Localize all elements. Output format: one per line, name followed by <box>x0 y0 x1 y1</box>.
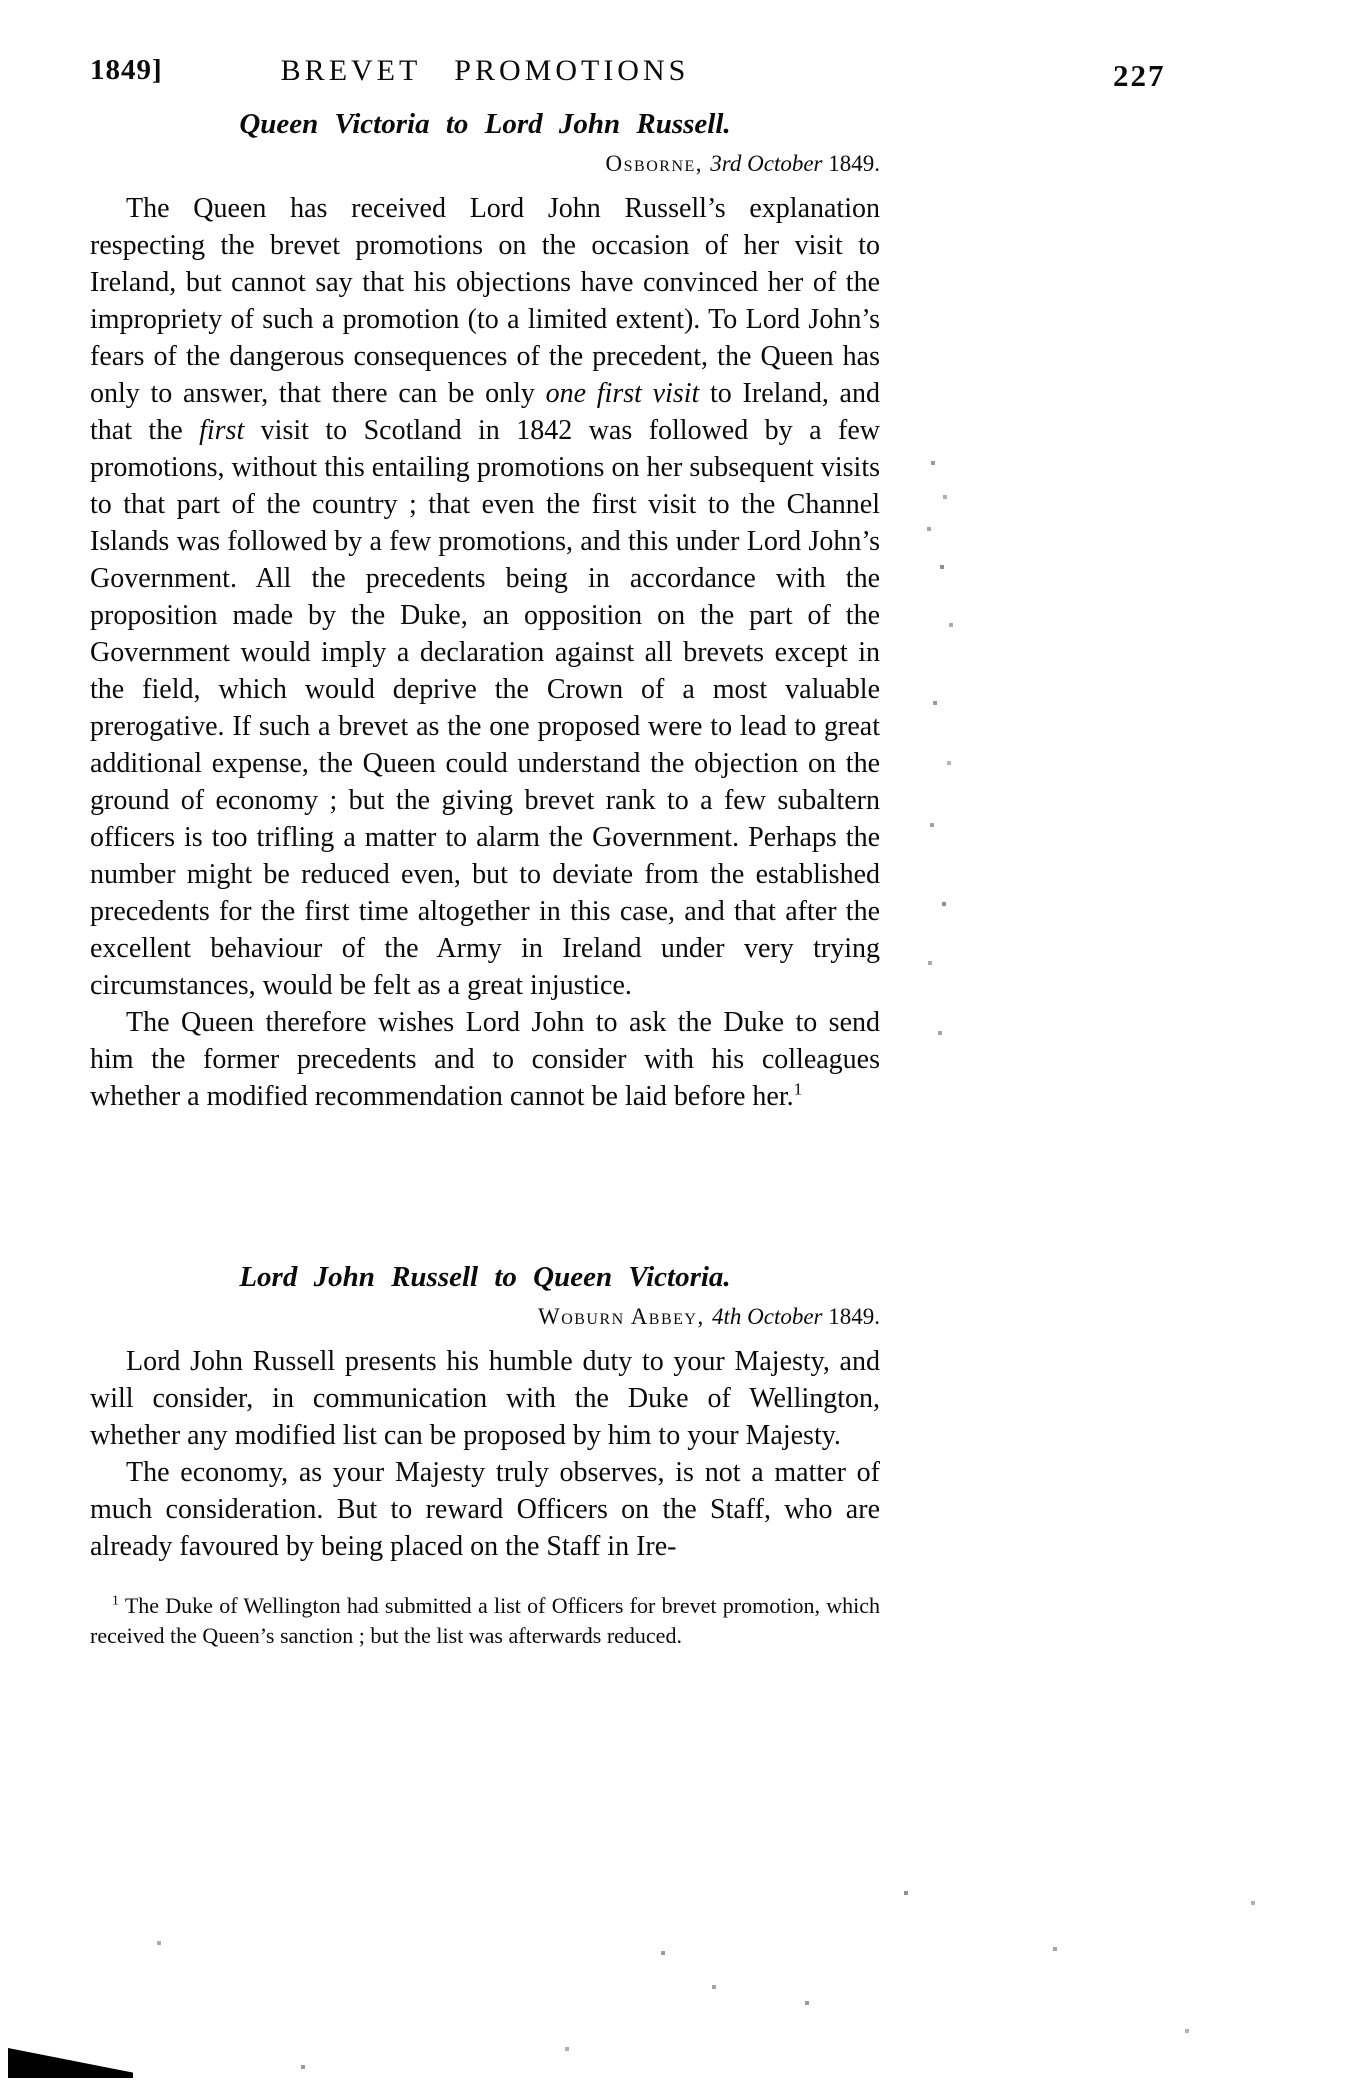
paragraph <box>90 190 880 1004</box>
paragraph <box>90 1454 880 1565</box>
scan-noise-speckles <box>0 0 2 2</box>
letter-heading: Queen Victoria to Lord John Russell. <box>239 108 731 140</box>
text-run: 1849. <box>828 1304 880 1329</box>
text-run: visit to Scotland in 1842 was followed by a few promotions, without this entailing promotions on her subsequent visits to that part of the country ; that even the first visit to the Channel Islands was followed by a few promotions, and this under Lord John’s Government. All the precedents being in accordance with the proposition made by the Duke, an opposition on the part of the Government would imply a declaration against all brevets except in the field, which would deprive the Crown of a most valuable prerogative. If such a brevet as the one proposed were to lead to great additional expense, the Queen could understand the objection on the ground of economy ; but the giving brevet rank to a few subaltern officers is too trifling a matter to alarm the Government. Perhaps the number might be reduced even, but to deviate from the established precedents for the first time altogether in this case, and that after the excellent behaviour of the Army in Ireland under very trying circumstances, would be felt as a great injustice. <box>90 415 880 1001</box>
text-run: The economy, as your Majesty truly observes, is not a matter of much consideration. But to reward Officers on the Staff, who are already favoured by being placed on the Staff in Ire- <box>90 1457 880 1562</box>
letter-heading: Lord John Russell to Queen Victoria. <box>239 1261 731 1293</box>
year-label: 1849] <box>90 54 163 86</box>
text-run: Osborne, <box>605 151 711 176</box>
text-run: Lord John Russell presents his humble duty to your Majesty, and will consider, in communication with the Duke of Wellington, whether any modified list can be proposed by him to your Majesty. <box>90 1346 880 1451</box>
running-title: BREVET PROMOTIONS <box>280 54 690 87</box>
text-run: 3rd October <box>710 151 829 176</box>
footnote-marker: 1 <box>112 1592 119 1608</box>
page-number: 227 <box>1113 58 1166 93</box>
footnote-ref: 1 <box>793 1079 803 1099</box>
dateline <box>90 151 880 177</box>
text-run: first <box>199 415 245 446</box>
text-run: Woburn Abbey, <box>538 1304 712 1329</box>
text-run: to Ireland, and that the <box>90 378 880 446</box>
footnote <box>90 1591 880 1651</box>
footnote-text: The Duke of Wellington had submitted a list of Officers for brevet promotion, which received the Queen’s sanction ; but the list was afterwards reduced. <box>90 1593 880 1648</box>
letter-section-1 <box>90 108 880 1115</box>
text-run: The Queen therefore wishes Lord John to ask the Duke to send him the former precedents and to consider with his colleagues whether a modified recommendation cannot be laid before her. <box>90 1007 880 1112</box>
letter-section-2 <box>90 1261 880 1565</box>
scan-artifact-wedge <box>8 2048 133 2078</box>
text-run: 4th October <box>711 1304 829 1329</box>
text-run: one first visit <box>545 378 700 409</box>
paragraph <box>90 1343 880 1454</box>
running-header <box>90 54 880 94</box>
text-column <box>90 0 880 1651</box>
dateline <box>90 1304 880 1330</box>
text-run: The Queen has received Lord John Russell’s explanation respecting the brevet promotions on the occasion of her visit to Ireland, but cannot say that his objections have convinced her of the impropriety of such a promotion (to a limited extent). To Lord John’s fears of the dangerous consequences of the precedent, the Queen has only to answer, that there can be only <box>90 193 880 409</box>
text-run: 1849. <box>828 151 880 176</box>
paragraph <box>90 1004 880 1115</box>
